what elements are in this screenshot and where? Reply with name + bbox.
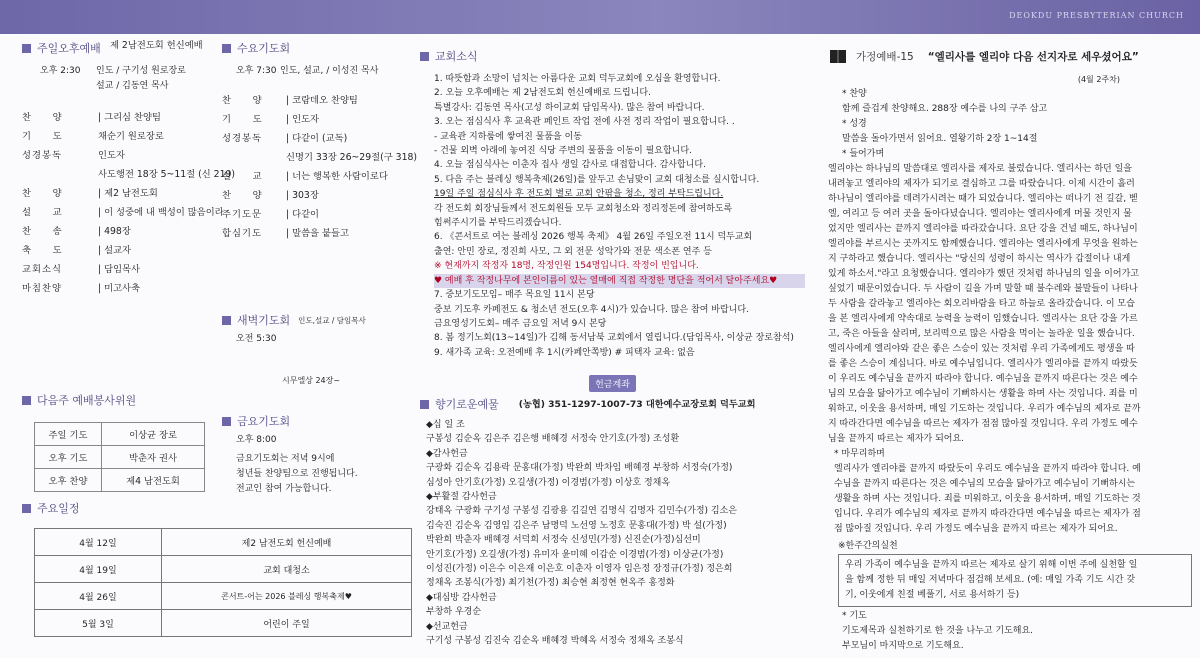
order-value: 사도행전 18장 5~11절 (신 219): [98, 169, 236, 180]
family-body: [828, 162, 1190, 447]
news-item: 출연: 안민 장로, 정진희 사모, 그 외 전문 성악가와 전문 색소폰 연주 등: [434, 246, 712, 257]
friday-section: [222, 413, 412, 497]
family-line: 함께 즐겁게 찬양해요. 288장 예수를 나의 구주 삼고: [842, 104, 1048, 114]
order-label: 기 도: [22, 131, 63, 142]
section-title: 수요기도회: [237, 42, 291, 55]
order-value: | 담임목사: [98, 264, 141, 275]
practice-line: 을 함께 정한 뒤 매일 저녁마다 점검해 보세요. (예: 매일 가족 기도 시간 갖: [845, 575, 1136, 585]
bullet-square: [222, 316, 231, 325]
wed-section: [222, 40, 418, 243]
offering-section: [420, 372, 805, 649]
table-row: [35, 423, 205, 446]
order-label: 찬 양: [222, 190, 263, 201]
offering-line: 정채옥 조봉식(가정) 최기천(가정) 최승현 최정현 현옥주 홍정화: [426, 578, 675, 589]
offering-line: 구광화 김순옥 김용락 문홍대(가정) 박완희 박차임 배혜경 부창하 서정숙(가정): [426, 463, 733, 474]
order-value: | 제2 남전도회: [98, 188, 158, 199]
assignee: 박춘자 권사: [102, 446, 205, 469]
family-line: * 마무리하며: [834, 449, 885, 459]
family-line: 엘, 여리고 등 여러 곳을 돌아다녔습니다. 엘리야는 엘리사에게 머물 것인지 물: [828, 209, 1132, 219]
order-value: | 303장: [286, 190, 319, 201]
order-value: | 그리심 찬양팀: [98, 112, 161, 123]
order-label: 축 도: [22, 245, 63, 256]
order-row: [222, 186, 412, 205]
order-row: [22, 127, 222, 146]
bullet-square: [222, 417, 231, 426]
event: 콘서트-어는 2026 블레싱 행복축제♥: [162, 583, 412, 610]
friday-note: 청년들 찬양팀으로 진행됩니다.: [236, 469, 358, 479]
date: 4월 19일: [35, 556, 162, 583]
order-value: | 코람데오 찬양팀: [286, 95, 358, 106]
order-value: 인도자: [98, 150, 125, 161]
role: 오후 찬양: [35, 469, 102, 492]
practice-box: [838, 554, 1192, 607]
leaders: 인도 / 구기성 원로장로: [96, 66, 186, 76]
offering-line: ◆감사헌금: [426, 448, 468, 459]
offering-line: 박완희 박춘자 배혜경 서덕희 서정숙 신성민(가정) 신진순(가정)심선미: [426, 535, 701, 546]
family-line: 를 좋은 스승이 계십니다. 바로 예수님입니다. 엘리사가 엘리야를 끝까지 따랐듯: [828, 359, 1138, 369]
family-line: 싶었기 때문이었습니다. 두 사람이 길을 가며 말할 때 불수레와 불말들이 나타나: [828, 284, 1138, 294]
practice-line: 기, 이웃에게 친절 베풀기, 서로 용서하기 등): [845, 590, 1020, 600]
friday-notes: [222, 452, 412, 497]
section-title: 주일오후예배: [37, 42, 101, 55]
news-item: - 교육관 지하룸에 쌓여진 물품을 이동: [434, 131, 582, 142]
offering-line: 이성진(가정) 이은수 이은재 이은호 이춘자 이영자 임은정 장정규(가정) 정은희: [426, 564, 733, 575]
news-item: 2. 오늘 오후예배는 제 2남전도회 헌신예배로 드립니다.: [434, 88, 651, 99]
event: 어린이 주일: [162, 610, 412, 637]
family-line: 엘리사에게 엘리야와 같은 좋은 스승이 있는 것처럼 우리 가족에게도 평생을 따: [828, 344, 1135, 354]
prayer-line: 기도제목과 실천하기로 한 것을 나누고 기도해요.: [842, 626, 1034, 636]
family-title: 가정예배-15: [856, 50, 914, 63]
order-row: [22, 241, 222, 260]
family-date: (4월 2주차): [1077, 75, 1120, 84]
date: 4월 26일: [35, 583, 162, 610]
news-item: - 건물 외벽 아래에 놓여진 식당 주변의 물품을 이동이 필요합니다.: [434, 146, 692, 157]
news-item: 각 전도회 회장님들께서 전도회원들 모두 교회청소와 정리정돈에 참여하도록: [434, 203, 733, 214]
family-line: 입니다. 우리가 예수님의 제자로 끝까지 따라간다면 예수님을 따르는 제자가 점: [834, 509, 1141, 519]
family-line: * 성경: [842, 119, 867, 129]
account-badge: 헌금계좌: [589, 375, 636, 392]
offering-line: 심성아 안기호(가정) 오길생(가정) 이경범(가정) 이상호 정채옥: [426, 477, 671, 488]
table-row: [35, 469, 205, 492]
section-title: 향기로운예물: [435, 398, 499, 411]
order-row: [22, 203, 222, 222]
family-line: 수님을 끝까지 따른다는 것은 예수님의 모습을 닮아가고 예수님이 기뻐하시는: [834, 479, 1136, 489]
church-name: DEOKDU PRESBYTERIAN CHURCH: [1009, 11, 1184, 20]
offering-line: 부창하 우경순: [426, 607, 482, 618]
order-row: [22, 146, 222, 165]
prayer-line: 부모님이 마지막으로 기도해요.: [842, 641, 964, 651]
order-value: | 다같이: [286, 209, 320, 220]
offering-line: 구기성 구봉성 김진숙 김순옥 배혜경 박혜옥 서정숙 정채옥 조봉식: [426, 636, 684, 647]
friday-note: 금요기도회는 저녁 9시에: [236, 454, 335, 464]
dawn-section: [222, 312, 412, 388]
assignee: 제4 남전도회: [102, 469, 205, 492]
order-row: [22, 260, 222, 279]
order-row: [222, 167, 412, 186]
family-line: * 찬양: [842, 89, 867, 99]
order-value: | 이 성중에 내 백성이 많음이라: [98, 207, 224, 218]
schedule-table: [34, 528, 412, 637]
event: 교회 대청소: [162, 556, 412, 583]
family-line: 점 많아질 것입니다. 우리 가정도 예수님을 끝까지 따르는 제자가 되어요.: [834, 524, 1118, 534]
table-row: [35, 610, 412, 637]
order-label: 설 교: [222, 171, 263, 182]
news-item: 9. 새가족 교육: 오전예배 후 1시(카페안쪽방) # 피택자 교육: 없음: [434, 347, 695, 358]
family-line: 엘리야를 부르시는 곳까지도 함께했습니다. 엘리야는 엘리사에게 무엇을 원하는: [828, 239, 1138, 249]
family-line: 었지만 엘리사는 끝까지 엘리야를 따라갔습니다. 요단 강을 건널 때도, 하나님이: [828, 224, 1138, 234]
family-intro: [828, 87, 1190, 162]
section-title: 금요기도회: [237, 415, 291, 428]
time: 오후 2:30: [40, 66, 81, 76]
family-closing: [828, 447, 1190, 537]
bullet-square: [22, 396, 31, 405]
assignee: 이상균 장로: [102, 423, 205, 446]
news-item: ※ 현재까지 작정자 18명, 작정인원 154명입니다. 작정이 빈입니다.: [434, 261, 699, 272]
bank-account: (농협) 351-1297-1007-73 대한예수교장로회 덕두교회: [518, 398, 756, 410]
news-item: 8. 봄 정기노회(13~14일)가 김해 동서남북 교회에서 열립니다.(담임목사, 이상균 장로참석): [434, 333, 794, 344]
section-title: 주요일정: [37, 502, 80, 515]
order-label: 찬 양: [22, 112, 63, 123]
table-row: [35, 583, 412, 610]
family-line: 님을 끝까지 따르는 제자가 되어요.: [828, 434, 965, 444]
order-label: 찬 양: [222, 95, 263, 106]
news-list: [420, 72, 805, 360]
order-label: 찬 송: [22, 226, 63, 237]
order-row: [22, 165, 236, 184]
order-label: 교회소식: [22, 264, 62, 275]
leaders: 설교 / 김동연 목사: [96, 81, 169, 91]
order-row: [222, 129, 412, 148]
offering-line: 강태옥 구광화 구기성 구봉성 김광용 김길연 김명식 김명자 김민수(가정) 김소은: [426, 506, 737, 517]
order-label: 주기도문: [222, 209, 262, 220]
offering-line: ◆선교헌금: [426, 621, 468, 632]
time: 오전 5:30: [236, 334, 277, 344]
family-prayer: [828, 609, 1190, 654]
family-line: 지 구하라고 했습니다. 엘리사는 "당신의 성령이 하시는 역사가 갑절이나 내게: [828, 254, 1131, 264]
event: 제2 남전도회 헌신예배: [162, 529, 412, 556]
news-item: 5. 다음 주는 블레싱 행복축제(26일)를 앞두고 손님맞이 교회 대청소를 실시합니다.: [434, 174, 760, 185]
order-label: 마침찬양: [22, 283, 62, 294]
order-label: 성경봉독: [222, 133, 262, 144]
dawn-note: 시무엘상 24장~: [282, 376, 341, 385]
family-subject: “엘리사를 엘리야 다음 선지자로 세우셨어요”: [927, 50, 1139, 63]
friday-note: 전교인 참여 가능합니다.: [236, 484, 332, 494]
order-value: | 인도자: [286, 114, 320, 125]
order-row: [222, 91, 412, 110]
order-value: | 말씀을 붙들고: [286, 228, 349, 239]
date: 4월 12일: [35, 529, 162, 556]
news-item: ♥ 예배 후 작정나무에 본인이름이 있는 열매에 직접 작정한 명단을 적어서 달아주세요♥: [434, 274, 805, 288]
section-title: 교회소식: [435, 50, 478, 63]
family-line: 이 우리도 예수님을 끝까지 따라야 합니다. 예수님을 끝까지 따른다는 것은 예수: [828, 374, 1138, 384]
family-line: 워하고, 이웃을 용서하며, 매일 기도하는 것입니다. 우리가 예수님의 제자로 끝까: [828, 404, 1141, 414]
news-item: 중보 기도후 카페전도 & 청소년 전도(오후 4시)가 있습니다. 많은 참여 바랍니다.: [434, 304, 749, 315]
order-label: 기 도: [222, 114, 263, 125]
offering-line: ◆부활절 감사헌금: [426, 492, 497, 503]
date: 5월 3일: [35, 610, 162, 637]
offering-line: ◆십 일 조: [426, 420, 465, 430]
section-title: 새벽기도회: [237, 314, 291, 327]
bullet-square: [222, 44, 231, 53]
sunday-pm-section: [22, 40, 236, 298]
news-item: 19일 주일 점심식사 후 전도회 별로 교회 안팎을 청소, 정리 부탁드립니다.: [434, 189, 724, 200]
order-row: [222, 148, 418, 167]
family-line: * 들어가며: [842, 149, 885, 159]
news-item: 1. 따뜻함과 소망이 넘치는 아름다운 교회 덕두교회에 오심을 환영합니다.: [434, 74, 721, 84]
table-row: [35, 556, 412, 583]
order-value: | 498장: [98, 226, 131, 237]
bullet-square: [420, 52, 429, 61]
order-value: | 너는 행복한 사람이로다: [286, 171, 388, 182]
order-value: 채순기 원로장로: [98, 131, 164, 142]
order-label: 찬 양: [22, 188, 63, 199]
practice-line: 우리 가족이 예수님을 끝까지 따르는 제자로 살기 위해 이번 주에 실천할 일: [845, 560, 1138, 570]
family-line: 을 본 엘리사에게 약속대로 능력을 능력이 임했습니다. 엘리사는 요단 강을 가르: [828, 314, 1138, 324]
offering-line: ◆대심방 감사헌금: [426, 592, 497, 603]
family-line: 말씀을 돌아가면서 읽어요. 열왕기하 2장 1~14절: [842, 134, 1038, 144]
family-line: 엘리야는 하나님의 말씀대로 엘리사를 제자로 불렀습니다. 엘리사는 하던 일을: [828, 164, 1132, 174]
family-line: 엘리사가 엘리야를 끝까지 따랐듯이 우리도 예수님을 끝까지 따라야 합니다. 예: [834, 464, 1141, 474]
family-line: 님의 모습을 닮아가고 예수님이 기뻐하시는 생활을 하며 사는 것입니다. 죄를 미: [828, 389, 1138, 399]
bullet-square: [420, 400, 429, 409]
news-item: 6. 《콘서트로 여는 블레싱 2026 행복 축제》 4월 26일 주일오전 11시 덕두교회: [434, 232, 753, 243]
bullet-square: [22, 504, 31, 513]
family-line: 있게 하소서."라고 요청했습니다. 엘리야가 했던 것처럼 하나님의 일을 이어가고: [828, 269, 1139, 279]
time: 오후 7:30: [236, 66, 277, 76]
news-item: 힘써주시기를 부탁드리겠습니다.: [434, 218, 562, 229]
section-title: 다음주 예배봉사위원: [37, 394, 137, 407]
news-item: 7. 중보기도모임– 매주 목요일 11시 본당: [434, 290, 595, 301]
family-worship-section: [828, 40, 1190, 654]
time: 오후 8:00: [236, 435, 277, 445]
order-label: 합심기도: [222, 228, 262, 239]
order-row: [222, 110, 412, 129]
table-row: [35, 529, 412, 556]
role: 주일 기도: [35, 423, 102, 446]
next-week-section: [22, 392, 222, 492]
schedule-section: [22, 500, 412, 637]
prayer-line: * 기도: [842, 611, 867, 621]
order-label: 성경봉독: [22, 150, 62, 161]
family-line: 하나님이 엘리야를 데려가시려는 때가 되었습니다. 엘리야는 떠나기 전 길갈, 벧: [828, 194, 1138, 204]
order-row: [222, 205, 412, 224]
offering-list: [420, 418, 805, 649]
offering-line: 김숙진 김순옥 김영임 김은주 남명덕 노선영 노정호 문홍대(가정) 박 설(가정): [426, 520, 727, 531]
news-item: 금요영성기도회– 매주 금요일 저녁 9시 본당: [434, 318, 607, 329]
order-row: [222, 224, 412, 243]
order-row: [22, 222, 222, 241]
worship-theme: 제 2남전도회 헌신예배: [110, 40, 203, 51]
news-item: 3. 오는 점심식사 후 교육관 페인트 작업 전에 사전 정리 작업이 필요합니다. .: [434, 117, 735, 128]
news-item: 특별강사: 김동연 목사(고성 하이교회 담임목사). 많은 참여 바랍니다.: [434, 102, 705, 113]
leaders: 인도,설교 / 담임목사: [298, 315, 366, 325]
news-section: [420, 40, 805, 360]
news-item: 4. 오늘 점심식사는 이춘자 집사 생일 감사로 대접합니다. 감사합니다.: [434, 160, 706, 171]
order-list: [22, 108, 236, 298]
table-row: [35, 446, 205, 469]
order-row: [22, 108, 222, 127]
order-label: 설 교: [22, 207, 63, 218]
order-list: [222, 91, 418, 243]
order-value: | 설교자: [98, 245, 132, 256]
order-value: | 다같이 (교독): [286, 133, 348, 144]
family-line: 내려놓고 엘리야의 제자가 되기로 결심하고 그를 따랐습니다. 이제 시간이 흘러: [828, 179, 1135, 189]
order-value: | 미고사축: [98, 283, 141, 294]
offering-line: 안기호(가정) 오길생(가정) 유미자 윤미혜 이갑순 이경범(가정) 이상균(가정): [426, 549, 724, 560]
bullet-square: [22, 44, 31, 53]
order-row: [22, 184, 222, 203]
bible-icon: [828, 47, 848, 65]
family-line: 고, 죽은 아들을 살리며, 보리떡으로 많은 사람을 먹이는 놀라운 일을 했습니다.: [828, 329, 1135, 339]
leaders: 인도, 설교, / 이성진 목사: [280, 66, 379, 76]
family-line: 지 따라간다면 예수님을 따르는 제자가 점점 많아질 것입니다. 우리 가정도 예수: [828, 419, 1138, 429]
offering-line: 구봉성 김순옥 김은주 김은행 배혜경 서정숙 안기호(가정) 조성환: [426, 434, 680, 445]
role: 오후 기도: [35, 446, 102, 469]
order-value: 신명기 33장 26~29절(구 318): [286, 152, 418, 163]
family-line: 두 사람을 갈라놓고 엘리야는 회오리바람을 타고 하늘로 올라갔습니다. 이 모습: [828, 299, 1135, 309]
family-line: 생활을 하며 사는 것입니다. 죄를 미워하고, 이웃을 용서하며, 매일 기도하는 것: [834, 494, 1141, 504]
order-row: [22, 279, 222, 298]
header-bar: [0, 0, 1200, 34]
next-week-table: [34, 422, 205, 492]
practice-title: ※한주간의실천: [838, 541, 898, 551]
